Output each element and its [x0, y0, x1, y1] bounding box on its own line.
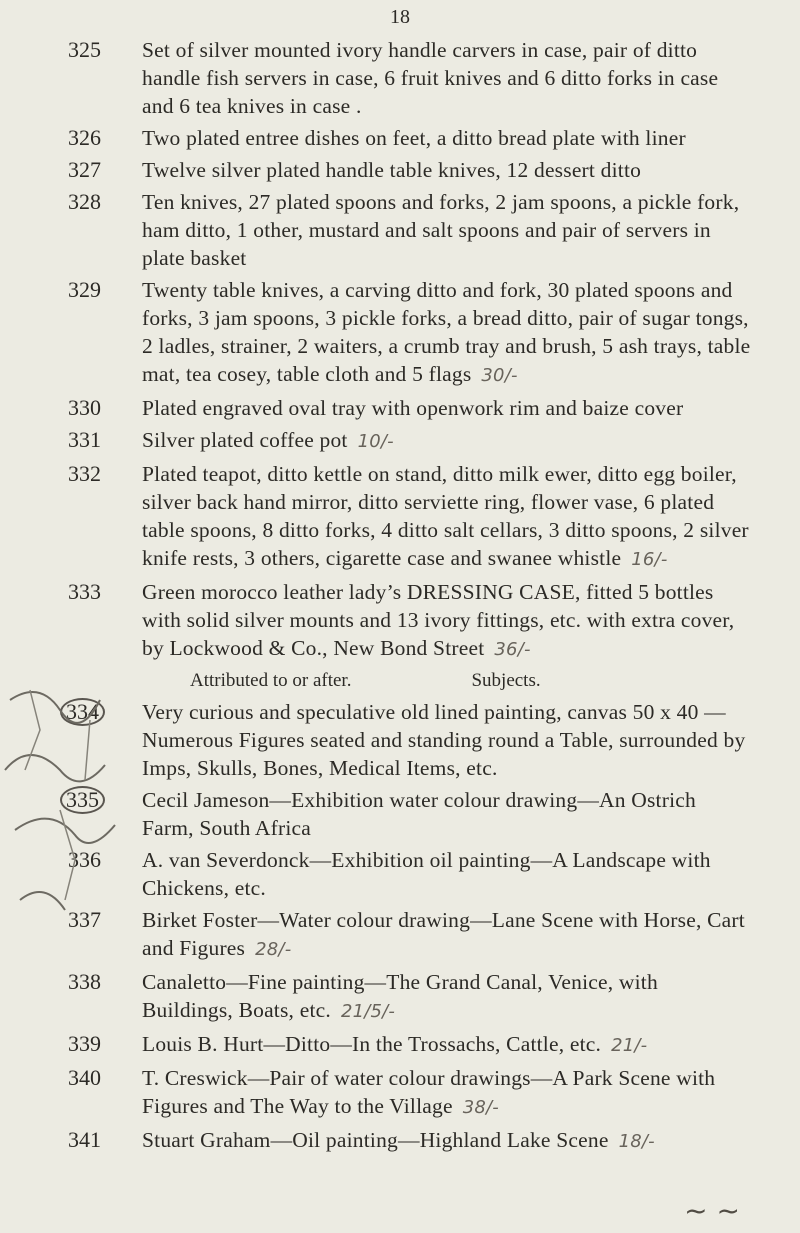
lot-list	[0, 36, 800, 1160]
lot-text: Set of silver mounted ivory handle carvers in case, pair of ditto handle fish servers in case, 6 fruit knives and 6 ditto forks in case and 6 tea knives in case .	[142, 38, 719, 118]
lot-item	[0, 156, 800, 184]
lot-text: Plated engraved oval tray with openwork rim and baize cover	[142, 396, 684, 420]
lot-item	[0, 1126, 800, 1156]
lot-text: Plated teapot, ditto kettle on stand, ditto milk ewer, ditto egg boiler, silver back hand mirror, ditto serviette ring, flower vase, 6 plated table spoons, 8 ditto forks, 4 ditto salt cellars, 3 ditto spoons, 2 silver knife rests, 3 others, cigarette case and swanee whistle	[142, 462, 749, 570]
pencil-note: 36/-	[494, 639, 531, 660]
lot-item	[0, 460, 800, 574]
lot-number: 332	[68, 461, 101, 486]
pencil-note: 38/-	[462, 1097, 499, 1118]
lot-item	[0, 1030, 800, 1060]
lot-text: Twenty table knives, a carving ditto and fork, 30 plated spoons and forks, 3 jam spoons, 3 pickle forks, a bread ditto, pair of sugar tongs, 2 ladles, strainer, 2 waiters, a crumb tray and brush, 5 ash trays, table mat, tea cosey, table cloth and 5 flags	[142, 278, 751, 386]
pencil-signature: ~ ~	[684, 1194, 740, 1227]
lot-text: Stuart Graham—Oil painting—Highland Lake Scene	[142, 1128, 609, 1152]
lot-text: Louis B. Hurt—Ditto—In the Trossachs, Cattle, etc.	[142, 1032, 602, 1056]
lot-text: Very curious and speculative old lined painting, canvas 50 x 40 — Numerous Figures seated and standing round a Table, surrounded by Imps, Skulls, Bones, Medical Items, etc.	[142, 700, 746, 780]
lot-number: 340	[68, 1065, 101, 1090]
lot-description	[142, 968, 752, 1026]
lot-item	[0, 394, 800, 422]
lot-item	[0, 426, 800, 456]
lot-text: A. van Severdonck—Exhibition oil painting—A Landscape with Chickens, etc.	[142, 848, 711, 900]
pencil-note: 18/-	[618, 1131, 655, 1152]
lot-text: Cecil Jameson—Exhibition water colour drawing—An Ostrich Farm, South Africa	[142, 788, 696, 840]
pencil-note: 21/5/-	[340, 1001, 396, 1022]
lot-description	[142, 426, 752, 456]
lot-item	[0, 1064, 800, 1122]
pencil-note: 10/-	[357, 431, 394, 452]
lot-description	[142, 276, 752, 390]
lot-number: 341	[68, 1127, 101, 1152]
pencil-note: 21/-	[611, 1035, 648, 1056]
lot-number: 337	[68, 907, 101, 932]
lot-description	[142, 1064, 752, 1122]
lot-description	[142, 846, 752, 902]
lot-text: Silver plated coffee pot	[142, 428, 348, 452]
lot-description	[142, 1126, 752, 1156]
lot-text: Two plated entree dishes on feet, a ditto bread plate with liner	[142, 126, 686, 150]
circled-lot-number: 335	[60, 786, 105, 814]
lot-number: 325	[68, 37, 101, 62]
lot-number: 327	[68, 157, 101, 182]
lot-description	[142, 906, 752, 964]
lot-text: Birket Foster—Water colour drawing—Lane Scene with Horse, Cart and Figures	[142, 908, 745, 960]
lot-number: 333	[68, 579, 101, 604]
lot-item	[0, 124, 800, 152]
lot-number: 328	[68, 189, 101, 214]
lot-description	[142, 156, 752, 184]
lot-description	[142, 578, 752, 664]
pencil-note: 30/-	[481, 365, 518, 386]
lot-number: 336	[68, 847, 101, 872]
lot-description	[142, 460, 752, 574]
lot-description	[142, 124, 752, 152]
lot-description	[142, 786, 752, 842]
lot-number: 331	[68, 427, 101, 452]
circled-lot-number: 334	[60, 698, 105, 726]
lot-number: 329	[68, 277, 101, 302]
subjects-heading: Subjects.	[471, 670, 541, 691]
lot-text: Canaletto—Fine painting—The Grand Canal, Venice, with Buildings, Boats, etc.	[142, 970, 658, 1022]
pencil-note: 28/-	[255, 939, 292, 960]
lot-description	[142, 698, 752, 782]
lot-number: 339	[68, 1031, 101, 1056]
lot-number: 326	[68, 125, 101, 150]
lot-description	[142, 188, 752, 272]
attributed-heading: Attributed to or after.	[190, 670, 352, 691]
lot-description	[142, 1030, 752, 1060]
pencil-note: 16/-	[631, 549, 668, 570]
lot-text: T. Creswick—Pair of water colour drawings—A Park Scene with Figures and The Way to the Village	[142, 1066, 716, 1118]
column-headings	[190, 668, 800, 694]
lot-text: Ten knives, 27 plated spoons and forks, 2 jam spoons, a pickle fork, ham ditto, 1 other, mustard and salt spoons and pair of servers in plate basket	[142, 190, 740, 270]
lot-number: 338	[68, 969, 101, 994]
page-number: 18	[390, 6, 410, 28]
lot-text: Twelve silver plated handle table knives, 12 dessert ditto	[142, 158, 642, 182]
lot-item	[0, 36, 800, 120]
lot-description	[142, 394, 752, 422]
lot-description	[142, 36, 752, 120]
lot-text: Green morocco leather lady’s DRESSING CASE, fitted 5 bottles with solid silver mounts and 13 ivory fittings, etc. with extra cover, by Lockwood & Co., New Bond Street	[142, 580, 735, 660]
lot-item	[0, 188, 800, 272]
leaf-sketch-icon	[0, 660, 170, 960]
lot-item	[0, 968, 800, 1026]
lot-item	[0, 578, 800, 664]
lot-number: 330	[68, 395, 101, 420]
lot-item	[0, 276, 800, 390]
